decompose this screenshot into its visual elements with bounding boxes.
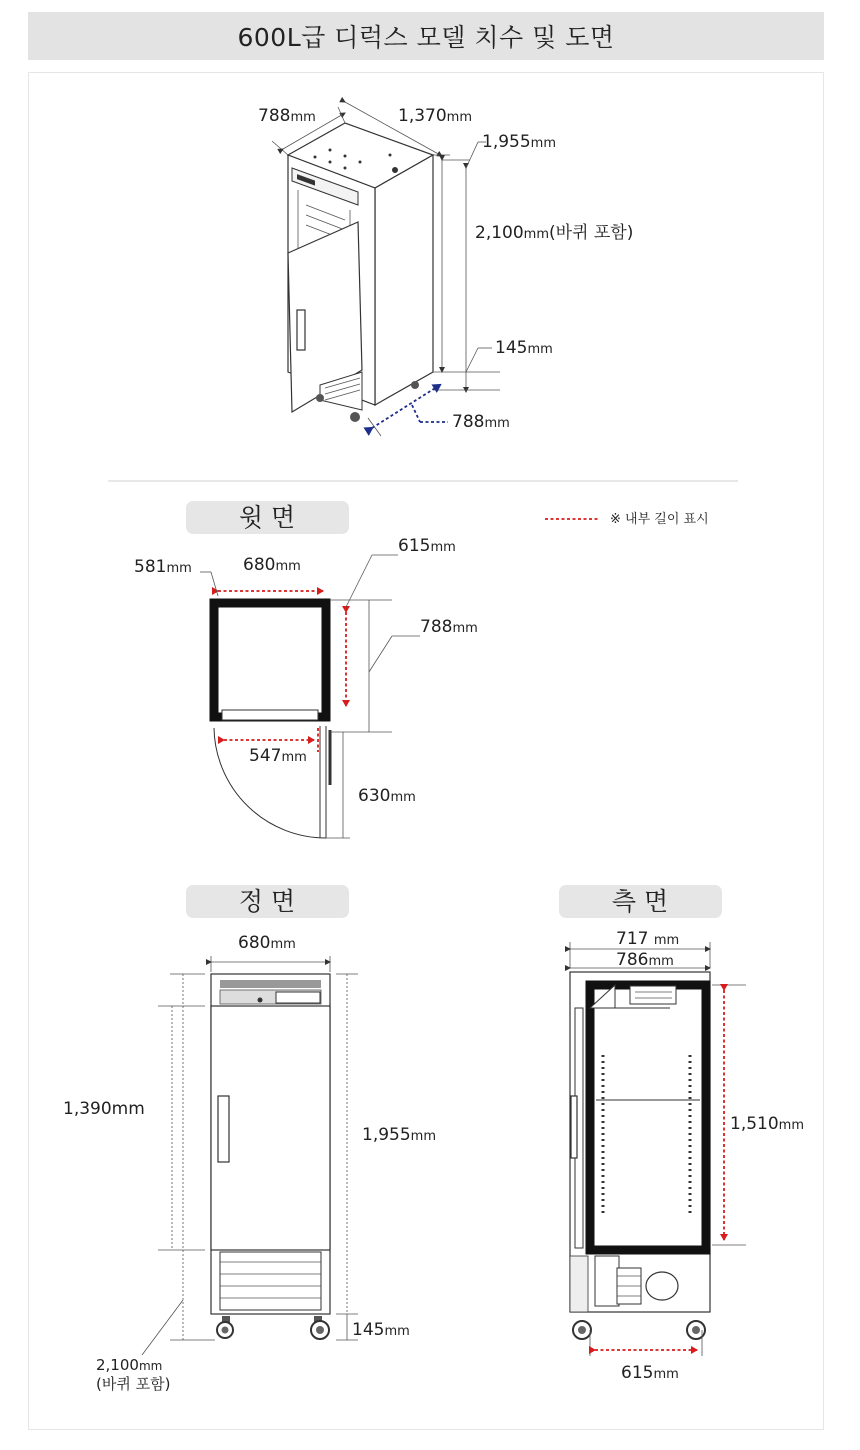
dim-height-body: 1,955mm [482, 132, 556, 152]
dim-547: 547mm [249, 746, 307, 766]
front-dim-680: 680mm [238, 933, 296, 953]
legend-text: ※ 내부 길이 표시 [610, 512, 709, 527]
front-dim-2100: 2,100mm [96, 1356, 163, 1374]
dim-door-clearance: 788mm [452, 412, 510, 432]
side-dim-1510: 1,510mm [730, 1114, 804, 1134]
side-dim-717: 717 mm [616, 929, 680, 949]
perspective-view [258, 102, 633, 436]
cabinet-side-face [375, 155, 433, 405]
dim-581: 581mm [134, 557, 192, 577]
top-view-body [214, 603, 326, 717]
dim-680: 680mm [243, 555, 301, 575]
dim-depth: 1,370mm [398, 106, 472, 126]
page-title: 600L급 디럭스 모델 치수 및 도면 [237, 23, 615, 52]
dim-height-total: 2,100mm(바퀴 포함) [475, 223, 634, 243]
front-door-handle [218, 1096, 229, 1162]
dim-base: 145mm [495, 338, 553, 358]
dim-630: 630mm [358, 786, 416, 806]
front-dim-1955: 1,955mm [362, 1125, 436, 1145]
front-dim-145: 145mm [352, 1320, 410, 1340]
front-view [63, 885, 436, 1393]
top-view [134, 501, 709, 838]
side-dim-615: 615mm [621, 1363, 679, 1383]
side-view [559, 885, 804, 1383]
front-view-label: 정 면 [238, 887, 296, 916]
top-view-label: 윗 면 [238, 503, 296, 532]
side-dim-786: 786mm [616, 950, 674, 970]
front-dim-2100-note: (바퀴 포함) [96, 1375, 171, 1393]
dim-615: 615mm [398, 536, 456, 556]
door-handle [297, 310, 305, 350]
side-view-label: 측 면 [611, 887, 669, 916]
dim-788: 788mm [420, 617, 478, 637]
front-dim-1390: 1,390mm [63, 1099, 145, 1119]
dim-width: 788mm [258, 106, 316, 126]
